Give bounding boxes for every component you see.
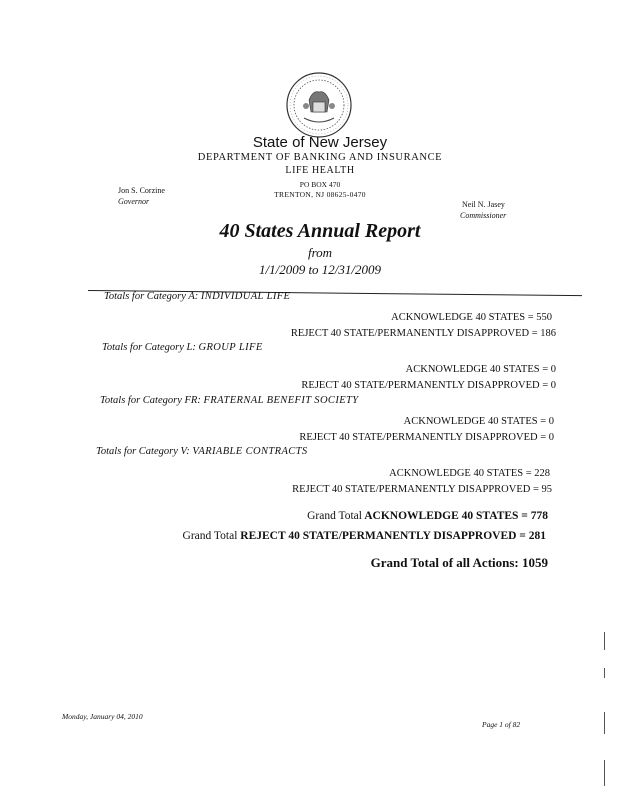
reject-value: 0	[548, 432, 554, 443]
category-name: VARIABLE CONTRACTS	[192, 446, 308, 457]
grand-total-ack-label: ACKNOWLEDGE 40 STATES =	[364, 510, 528, 522]
grand-total-all-value: 1059	[522, 555, 548, 570]
reject-label: REJECT 40 STATE/PERMANENTLY DISAPPROVED =	[299, 432, 547, 443]
grand-total-prefix: Grand Total	[182, 530, 238, 542]
reject-value: 186	[540, 328, 556, 339]
category-name: GROUP LIFE	[198, 342, 263, 353]
ack-value: 0	[548, 416, 554, 427]
scan-mark	[604, 760, 605, 786]
page-number: Page 1 of 82	[482, 720, 521, 729]
category-name: INDIVIDUAL LIFE	[200, 291, 291, 302]
reject-line	[291, 328, 556, 339]
reject-label: REJECT 40 STATE/PERMANENTLY DISAPPROVED =	[301, 380, 549, 391]
grand-total-reject-value: 281	[528, 530, 546, 542]
scan-mark	[604, 668, 605, 678]
report-date-range: 1/1/2009 to 12/31/2009	[258, 262, 382, 277]
grand-total-ack-value: 778	[530, 510, 548, 522]
scan-mark	[604, 712, 605, 734]
reject-line	[301, 380, 556, 391]
category-heading	[102, 342, 263, 353]
department-name: DEPARTMENT OF BANKING AND INSURANCE	[197, 152, 443, 163]
ack-value: 0	[550, 364, 556, 375]
ack-label: ACKNOWLEDGE 40 STATES =	[405, 364, 549, 375]
grand-total-reject	[183, 530, 546, 542]
state-title: State of New Jersey	[252, 134, 388, 151]
grand-total-all-label: Grand Total of all Actions:	[370, 555, 519, 570]
category-heading	[100, 395, 359, 406]
grand-total-all	[371, 555, 548, 571]
ack-label: ACKNOWLEDGE 40 STATES =	[403, 416, 547, 427]
ack-line	[391, 312, 552, 323]
ack-label: ACKNOWLEDGE 40 STATES =	[391, 312, 534, 323]
grand-total-reject-label: REJECT 40 STATE/PERMANENTLY DISAPPROVED =	[240, 530, 526, 542]
reject-line	[299, 432, 554, 443]
po-box: PO BOX 470	[299, 180, 341, 189]
ack-line	[389, 468, 550, 479]
city-address: TRENTON, NJ 08625-0470	[274, 190, 366, 199]
ack-line	[406, 364, 556, 375]
governor-name: Jon S. Corzine	[118, 186, 165, 195]
category-prefix: Totals for Category A:	[104, 291, 199, 302]
category-prefix: Totals for Category L:	[102, 342, 196, 353]
grand-total-prefix: Grand Total	[307, 510, 362, 522]
commissioner-title: Commissioner	[460, 211, 507, 220]
report-title: 40 States Annual Report	[219, 220, 421, 242]
report-from-label: from	[307, 245, 333, 260]
ack-value: 228	[534, 468, 550, 479]
reject-label: REJECT 40 STATE/PERMANENTLY DISAPPROVED =	[290, 328, 538, 339]
reject-line	[292, 484, 552, 495]
scan-mark	[604, 632, 605, 650]
reject-label: REJECT 40 STATE/PERMANENTLY DISAPPROVED =	[292, 484, 539, 495]
reject-value: 0	[550, 380, 556, 391]
category-heading	[96, 446, 308, 457]
category-prefix: Totals for Category V:	[96, 446, 190, 457]
division-name: LIFE HEALTH	[285, 165, 355, 176]
grand-total-ack	[307, 510, 548, 522]
commissioner-name: Neil N. Jasey	[462, 200, 505, 209]
category-prefix: Totals for Category FR:	[100, 395, 201, 406]
reject-value: 95	[541, 484, 552, 495]
ack-label: ACKNOWLEDGE 40 STATES =	[389, 468, 532, 479]
ack-line	[404, 416, 554, 427]
state-seal-icon	[284, 70, 354, 140]
category-name: FRATERNAL BENEFIT SOCIETY	[203, 395, 359, 406]
ack-value: 550	[536, 312, 552, 323]
category-heading	[104, 291, 290, 302]
footer-date: Monday, January 04, 2010	[62, 712, 143, 721]
governor-title: Governor	[118, 197, 150, 206]
